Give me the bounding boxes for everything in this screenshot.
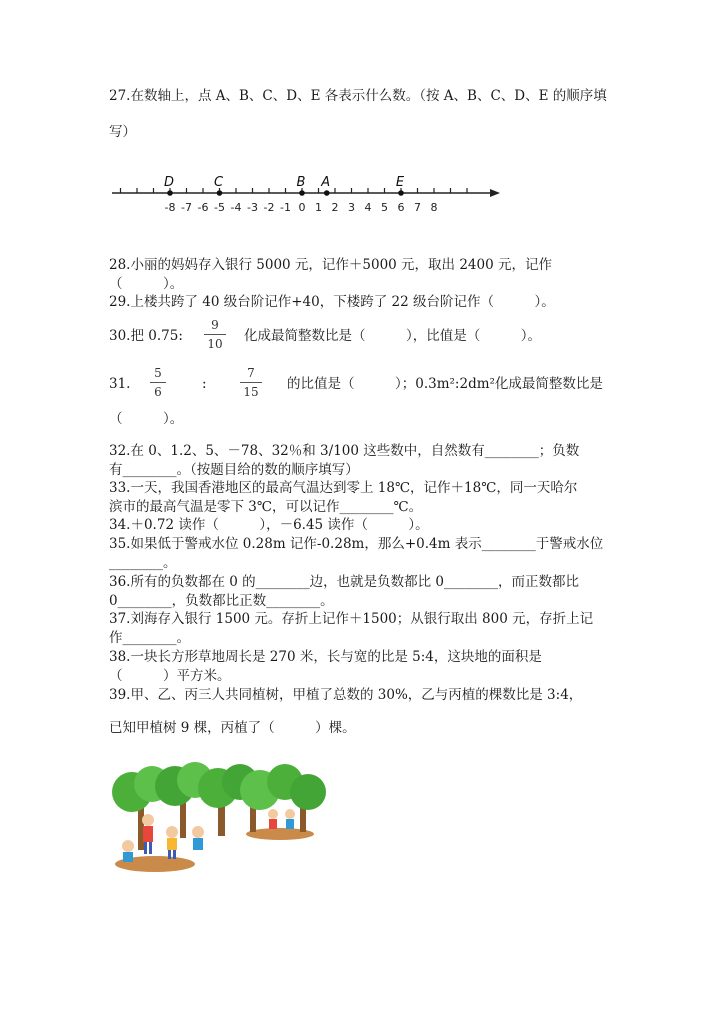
q31-colon: : bbox=[202, 376, 207, 392]
number-line-tick-label: -6 bbox=[197, 201, 209, 214]
q30-frac-denominator: 10 bbox=[207, 337, 223, 351]
q31-fraction-2 bbox=[240, 366, 262, 399]
q31-prefix: 31. bbox=[109, 376, 131, 392]
number-line-tick-label: 6 bbox=[397, 201, 405, 214]
number-line-tick-label: 8 bbox=[430, 201, 438, 214]
q28-line2: （ ）。 bbox=[109, 276, 184, 292]
q32-line2: 有________。（按题目给的数的顺序填写） bbox=[109, 462, 359, 478]
number-line-point-label: B bbox=[296, 175, 306, 190]
q31-fraction-1 bbox=[150, 366, 166, 399]
number-line-arrow-icon bbox=[490, 189, 500, 197]
q30-suffix: 化成最简整数比是（ ），比值是（ ）。 bbox=[244, 328, 541, 344]
q31-frac2-denominator: 15 bbox=[243, 385, 259, 399]
q36-line2: 0________，负数都比正数________。 bbox=[109, 593, 334, 609]
q30-frac-numerator: 9 bbox=[211, 318, 219, 332]
q39-line2: 已知甲植树 9 棵，丙植了（ ）棵。 bbox=[109, 720, 356, 736]
q27-line1: 27.在数轴上，点 A、B、C、D、E 各表示什么数。（按 A、B、C、D、E 的顺序填 bbox=[109, 88, 607, 104]
q29-line1: 29.上楼共跨了 40 级台阶记作+40，下楼跨了 22 级台阶记作（ ）。 bbox=[109, 294, 555, 310]
q31-suffix: 的比值是（ ）；0.3m²:2dm²化成最简整数比是 bbox=[287, 376, 603, 392]
number-line-tick-label: 1 bbox=[315, 201, 322, 214]
q34-line1: 34.＋0.72 读作（ ），－6.45 读作（ ）。 bbox=[109, 517, 429, 533]
q35-line1: 35.如果低于警戒水位 0.28m 记作-0.28m，那么+0.4m 表示________于警戒水位 bbox=[109, 536, 604, 552]
number-line-tick-label: 4 bbox=[364, 201, 372, 214]
q38-line2: （ ）平方米。 bbox=[109, 668, 231, 684]
q33-line1: 33.一天，我国香港地区的最高气温达到零上 18℃，记作＋18℃，同一天哈尔 bbox=[109, 480, 578, 496]
number-line-point-c bbox=[217, 190, 223, 196]
q33-line2: 滨市的最高气温是零下 3℃，可以记作________℃。 bbox=[109, 499, 423, 515]
q32-line1: 32.在 0、1.2、5、－78、32％和 3/100 这些数中，自然数有________；负数 bbox=[109, 443, 580, 459]
number-line bbox=[112, 168, 502, 220]
q35-line2: ________。 bbox=[109, 555, 177, 571]
number-line-point-b bbox=[299, 190, 305, 196]
number-line-tick-label: 7 bbox=[414, 201, 421, 214]
number-line-point-label: E bbox=[395, 175, 405, 190]
q30-fraction bbox=[204, 318, 226, 351]
q37-line1: 37.刘海存入银行 1500 元。存折上记作＋1500；从银行取出 800 元，存折上记 bbox=[109, 611, 594, 627]
number-line-tick-label: -1 bbox=[280, 201, 291, 214]
number-line-tick-label: 2 bbox=[331, 201, 339, 214]
number-line-tick-label: -4 bbox=[230, 201, 242, 214]
number-line-tick-label: 0 bbox=[298, 201, 306, 214]
q31-frac1-denominator: 6 bbox=[154, 385, 162, 399]
q31-frac1-numerator: 5 bbox=[154, 366, 162, 380]
q31-line2: （ ）。 bbox=[109, 411, 184, 427]
q37-line2: 作________。 bbox=[109, 630, 190, 646]
number-line-tick-label: 5 bbox=[381, 201, 388, 214]
number-line-point-label: C bbox=[213, 175, 224, 190]
number-line-tick-label: -2 bbox=[263, 201, 275, 214]
number-line-tick-label: -7 bbox=[181, 201, 192, 214]
q27-line2: 写） bbox=[109, 124, 136, 140]
number-line-tick-label: -5 bbox=[214, 201, 225, 214]
number-line-point-label: D bbox=[163, 175, 175, 190]
number-line-tick-label: -3 bbox=[247, 201, 258, 214]
q28-line1: 28.小丽的妈妈存入银行 5000 元，记作＋5000 元，取出 2400 元，记作 bbox=[109, 257, 552, 273]
number-line-tick-label: 3 bbox=[348, 201, 355, 214]
number-line-point-d bbox=[167, 190, 173, 196]
q39-line1: 39.甲、乙、丙三人共同植树，甲植了总数的 30%，乙与丙植的棵数比是 3:4， bbox=[109, 687, 583, 703]
number-line-point-label: A bbox=[321, 175, 331, 190]
q30-prefix: 30.把 0.75: bbox=[109, 328, 183, 344]
number-line-point-e bbox=[398, 190, 404, 196]
q31-frac2-numerator: 7 bbox=[247, 366, 255, 380]
q36-line1: 36.所有的负数都在 0 的________边，也就是负数都比 0________，而正数都比 bbox=[109, 574, 580, 590]
q38-line1: 38.一块长方形草地周长是 270 米，长与宽的比是 5:4，这块地的面积是 bbox=[109, 649, 542, 665]
tree-planting-icon bbox=[110, 762, 330, 877]
number-line-point-a bbox=[324, 190, 330, 196]
number-line-tick-label: -8 bbox=[164, 201, 176, 214]
